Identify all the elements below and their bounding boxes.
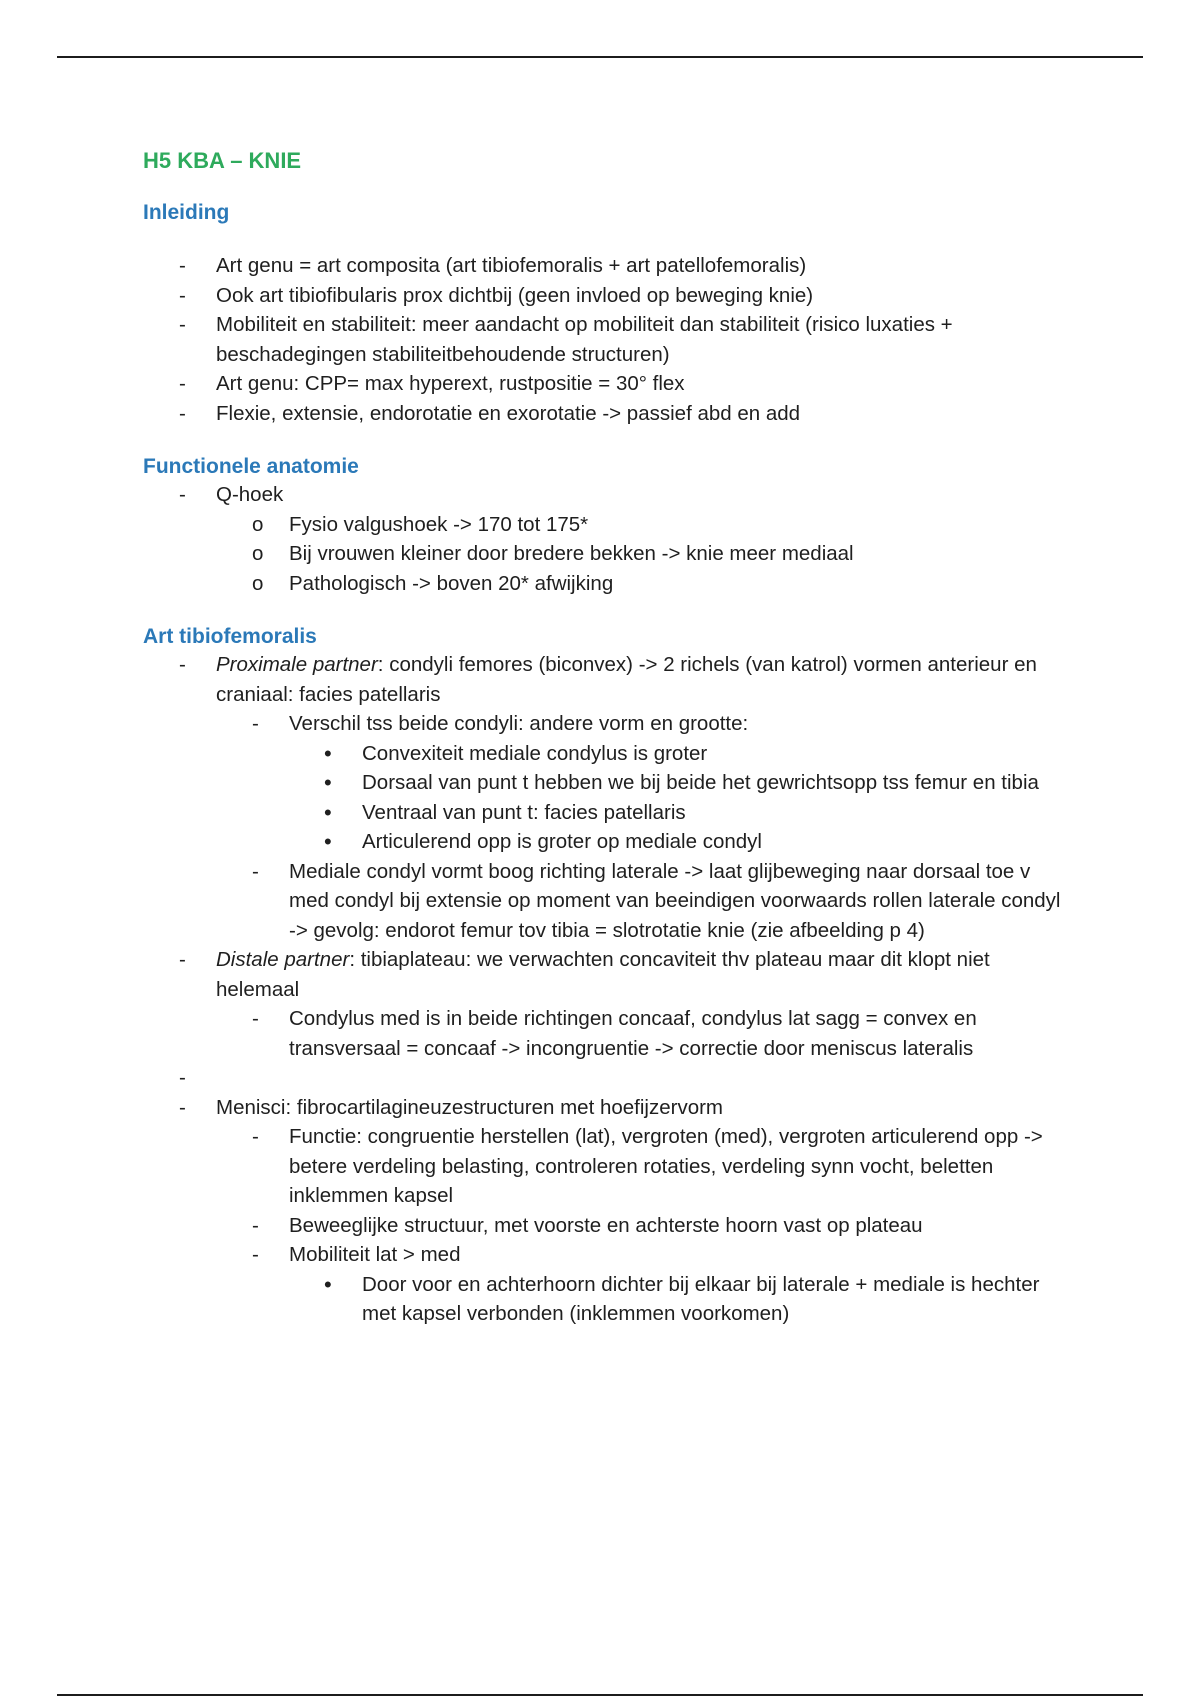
bullet-item: • Convexiteit mediale condylus is groter (289, 739, 1063, 769)
footer-rule (57, 1694, 1143, 1696)
distale-sublist (216, 1004, 1063, 1063)
inleiding-list (143, 251, 1063, 428)
list-item: - Mobiliteit en stabiliteit: meer aandacht op mobiliteit dan stabiliteit (risico luxaties + beschadegingen stabiliteitbehoudende structuren) (143, 310, 1063, 369)
list-item (143, 945, 1063, 1063)
qhoek-sublist (143, 510, 1063, 599)
sub-list-item (216, 1240, 1063, 1329)
verschil-text: Verschil tss beide condyli: andere vorm en grootte: (289, 712, 749, 735)
list-item: - Flexie, extensie, endorotatie en exorotatie -> passief abd en add (143, 399, 1063, 429)
list-item (143, 1093, 1063, 1329)
condyli-bullets (289, 739, 1063, 857)
bullet-item: • Articulerend opp is groter op mediale condyl (289, 827, 1063, 857)
sub-list-item: - Beweeglijke structuur, met voorste en achterste hoorn vast op plateau (216, 1211, 1063, 1241)
sub-list-item: - Mediale condyl vormt boog richting laterale -> laat glijbeweging naar dorsaal toe v med condyl bij extensie op moment van beeindigen voorwaards rollen laterale condyl -> gevolg: endorot femur tov tibia = slotrotatie knie (zie afbeelding p 4) (216, 857, 1063, 946)
bullet-item: • Door voor en achterhoorn dichter bij elkaar bij laterale + mediale is hechter met kapsel verbonden (inklemmen voorkomen) (289, 1270, 1063, 1329)
sub-list-item: o Fysio valgushoek -> 170 tot 175* (216, 510, 1063, 540)
proximale-label: Proximale partner (216, 653, 378, 676)
heading-functionele-anatomie: Functionele anatomie (143, 455, 359, 478)
sub-list-item: - Functie: congruentie herstellen (lat), vergroten (med), vergroten articulerend opp -> betere verdeling belasting, controleren rotaties, verdeling synn vocht, beletten inklemmen kapsel (216, 1122, 1063, 1211)
tibiofemoralis-list (143, 650, 1063, 1329)
proximale-text: : condyli femores (biconvex) -> 2 richels (van katrol) vormen anterieur en craniaal: facies patellaris (216, 653, 1037, 706)
document-body (143, 148, 1063, 1329)
bullet-item: • Ventraal van punt t: facies patellaris (289, 798, 1063, 828)
list-item: - Ook art tibiofibularis prox dichtbij (geen invloed op beweging knie) (143, 281, 1063, 311)
mobiliteit-bullets (289, 1270, 1063, 1329)
header-rule (57, 56, 1143, 58)
functionele-list (143, 480, 1063, 598)
sub-list-item (216, 709, 1063, 857)
menisci-sublist (216, 1122, 1063, 1329)
list-item-text: Q-hoek (216, 483, 284, 506)
list-item (143, 480, 1063, 598)
sub-list-item: o Bij vrouwen kleiner door bredere bekken -> knie meer mediaal (216, 539, 1063, 569)
list-item (143, 650, 1063, 945)
document-title: H5 KBA – KNIE (143, 148, 302, 173)
heading-inleiding: Inleiding (143, 201, 230, 224)
mobiliteit-text: Mobiliteit lat > med (289, 1243, 461, 1266)
list-item: - Art genu = art composita (art tibiofemoralis + art patellofemoralis) (143, 251, 1063, 281)
distale-text: : tibiaplateau: we verwachten concaviteit thv plateau maar dit klopt niet helemaal (216, 948, 990, 1001)
menisci-text: Menisci: fibrocartilagineuzestructuren met hoefijzervorm (216, 1095, 724, 1119)
list-item-spacer (143, 1063, 1063, 1093)
list-item: - Art genu: CPP= max hyperext, rustpositie = 30° flex (143, 369, 1063, 399)
sub-list-item: - Condylus med is in beide richtingen concaaf, condylus lat sagg = convex en transversaal = concaaf -> incongruentie -> correctie door meniscus lateralis (216, 1004, 1063, 1063)
heading-art-tibiofemoralis: Art tibiofemoralis (143, 625, 317, 648)
proximale-sublist (216, 709, 1063, 945)
bullet-item: • Dorsaal van punt t hebben we bij beide het gewrichtsopp tss femur en tibia (289, 768, 1063, 798)
distale-label: Distale partner (216, 948, 350, 971)
sub-list-item: o Pathologisch -> boven 20* afwijking (216, 569, 1063, 599)
